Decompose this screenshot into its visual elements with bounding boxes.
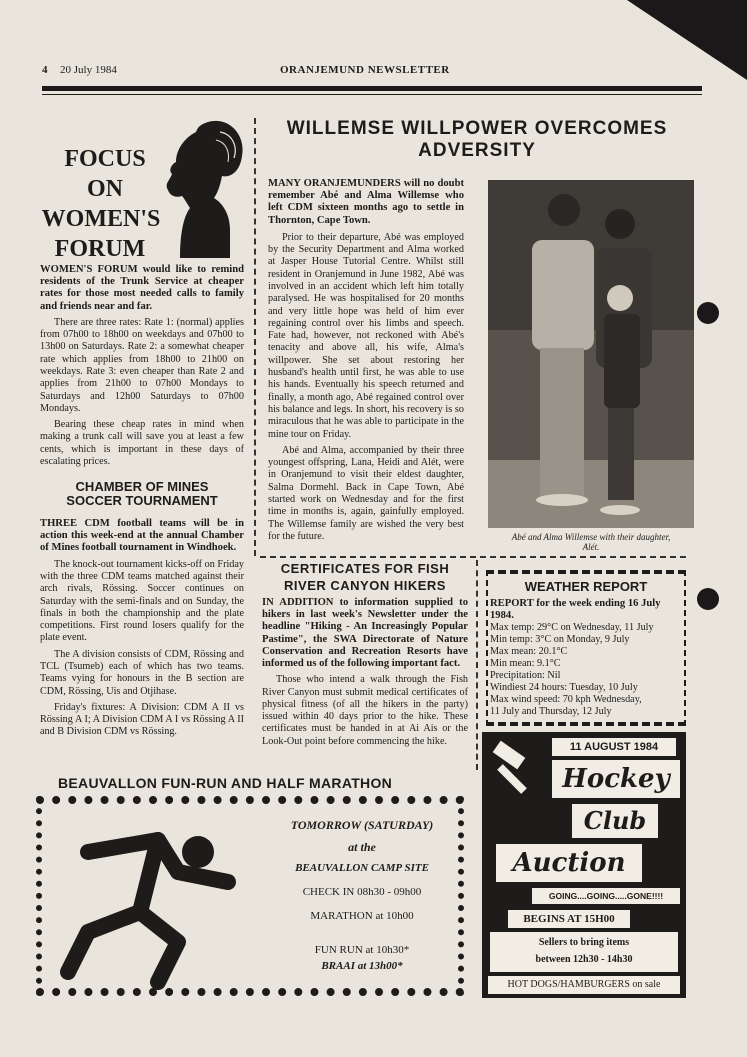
focus-paragraph: There are three rates: Rate 1: (normal) applies from 07h00 to 18h00 on weekdays and 07h00 to 13h00 on Saturdays. Rate 2: a somewhat cheaper rate which applies from 18h00 to 21h00 on weekdays. Rate 3: even cheaper than Rate 2 and applies from 21h00 to 07h00 Mondays to Saturdays and 12h00 Saturdays to 07h00 Mondays.	[40, 316, 244, 414]
weather-lines	[490, 622, 682, 718]
soccer-lead: THREE CDM football teams will be in action this week-end at the annual Chamber of Mines football tournament in Windhoek.	[40, 518, 244, 554]
braai-time: BRAAI at 13h00*	[321, 960, 403, 972]
runner-icon	[48, 812, 248, 990]
newsletter-name: ORANJEMUND NEWSLETTER	[280, 64, 450, 76]
auction-word: Auction	[496, 844, 642, 882]
fish-title: CERTIFICATES FOR FISH	[280, 561, 450, 576]
page-number: 4	[42, 64, 48, 76]
photo-caption: Abé and Alma Willemse with their daughter, Alét.	[511, 532, 671, 552]
column-divider	[476, 560, 478, 770]
food-on-sale: HOT DOGS/HAMBURGERS on sale	[488, 976, 680, 994]
fun-run-start: FUN RUN at 10h30*	[314, 944, 410, 956]
marathon-day: TOMORROW (SATURDAY)	[290, 818, 434, 832]
page-corner-shadow	[627, 0, 747, 80]
hockey-auction-ad	[482, 732, 686, 998]
fish-paragraph: Those who intend a walk through the Fish River Canyon must submit medical certificates of physical fitness (of all the hikers in the party) issued within 40 days prior to the hike. These certificates must be handed in at Ai Ais or the Look-Out point before commencing the hike.	[262, 674, 468, 747]
column-divider	[254, 118, 256, 556]
issue-date: 20 July 1984	[60, 64, 117, 76]
weather-line: Min mean: 9.1°C	[490, 658, 561, 670]
header-rule-thin	[42, 94, 702, 95]
weather-line: 11 July and Thursday, 12 July	[490, 706, 612, 718]
soccer-paragraph: The A division consists of CDM, Rössing and TCL (Tsumeb) each of which has two teams. Teams vying for honours in the B section are CDM, Rössing, Uis and Otjihase.	[40, 648, 244, 697]
going-gone-text: GOING....GOING.....GONE!!!!	[532, 888, 680, 904]
weather-line: Max wind speed: 70 kph Wednesday,	[490, 694, 642, 706]
soccer-paragraph: The knock-out tournament kicks-off on Friday with the three CDM teams matched against their arch rivals, Rössing. Soccer continues on Saturday with the semi-finals and on Sunday, the finals in both the championship and the plate competitions. First round losers qualify for the plate event.	[40, 558, 244, 644]
marathon-title: BEAUVALLON FUN-RUN AND HALF MARATHON	[58, 775, 393, 791]
focus-article	[40, 264, 244, 468]
marathon-start: MARATHON at 10h00	[310, 910, 414, 922]
family-photo-image	[488, 180, 694, 528]
weather-report-box	[486, 570, 686, 726]
soccer-article	[40, 480, 244, 739]
weather-line: Windiest 24 hours: Tuesday, 10 July	[490, 682, 638, 694]
fish-title: RIVER CANYON HIKERS	[284, 578, 446, 593]
focus-lead: WOMEN'S FORUM would like to remind residents of the Trunk Service at cheaper rates for those most needed calls to family and friends near and far.	[40, 264, 244, 312]
marathon-checkin: CHECK IN 08h30 - 09h00	[302, 886, 422, 898]
willemse-lead: MANY ORANJEMUNDERS will no doubt remember Abé and Alma Willemse who left CDM sixteen months ago to settle in Thornton, Cape Town.	[268, 178, 464, 226]
hockey-word: Hockey	[552, 760, 680, 798]
willemse-title: WILLEMSE WILLPOWER OVERCOMES ADVERSITY	[286, 118, 668, 161]
marathon-box	[36, 796, 464, 996]
weather-lead: REPORT for the week ending 16 July 1984.	[490, 598, 661, 622]
family-photo	[488, 180, 694, 528]
weather-title: WEATHER REPORT	[524, 579, 648, 594]
soccer-title: CHAMBER OF MINES	[75, 479, 209, 494]
punch-hole	[697, 588, 719, 610]
fish-article	[262, 562, 468, 748]
focus-title: FOCUS ON WOMEN'S FORUM	[41, 146, 161, 262]
weather-line: Max mean: 20.1°C	[490, 646, 568, 658]
willemse-paragraph: Abé and Alma, accompanied by their three youngest offspring, Lana, Heidi and Alét, were in Oranjemund to visit their eldest daughter, Salma Dormehl. Back in Cape Town, Abé started work on Wednesday and for the first time in months is, again, gainfully employed. The Willemse family are wished the very best for the future.	[268, 444, 464, 542]
weather-line: Precipitation: Nil	[490, 670, 561, 682]
section-divider	[260, 556, 686, 558]
sellers-info: Sellers to bring items between 12h30 - 14h30	[490, 932, 678, 972]
marathon-venue: BEAUVALLON CAMP SITE	[295, 862, 429, 874]
weather-line: Min temp: 3°C on Monday, 9 July	[490, 634, 630, 646]
woman-silhouette-icon	[150, 112, 250, 260]
punch-hole	[697, 302, 719, 324]
willemse-article	[268, 178, 464, 543]
fish-lead: IN ADDITION to information supplied to hikers in last week's Newsletter under the headline "Hiking - An Increasingly Popular Pastime", the SWA Directorate of Nature Conservation and Recreation Resorts have informed us of the following important fact.	[262, 597, 468, 670]
weather-line: Max temp: 29°C on Wednesday, 11 July	[490, 622, 654, 634]
willemse-paragraph: Prior to their departure, Abé was employed by the Security Department and Alma worked at Jasper House Tutorial Centre. Whilst still resident in Oranjemund in June 1982, Abé was involved in an accident which left him totally paralysed. He was hospitalised for 20 months and very little hope was held of him ever regaining control over his limbs and speech. Fate had, however, not reckoned with Abé's tenacity and above all, his wife, Alma's willpower. She set about restoring her husband's health until first, he was able to use his hands. Eventually his speech returned and finally, a month ago, Abé regained control over his balance and legs. In short, his recovery is so miraculous that he was able to participate in the mine tour on Friday.	[268, 231, 464, 440]
marathon-at: at the	[348, 840, 376, 854]
auction-date: 11 AUGUST 1984	[552, 738, 676, 756]
club-word: Club	[572, 804, 658, 838]
soccer-paragraph: Friday's fixtures: A Division: CDM A II vs Rössing A I; A Division CDM A I vs Rössing A II and B Division CDM vs Rössing.	[40, 701, 244, 738]
hammer-icon	[490, 740, 548, 798]
header-rule	[42, 86, 702, 91]
focus-paragraph: Bearing these cheap rates in mind when making a trunk call will save you at least a few cents, which is important in these days of escalating prices.	[40, 419, 244, 468]
soccer-title: SOCCER TOURNAMENT	[66, 493, 218, 508]
begins-time: BEGINS AT 15H00	[508, 910, 630, 928]
